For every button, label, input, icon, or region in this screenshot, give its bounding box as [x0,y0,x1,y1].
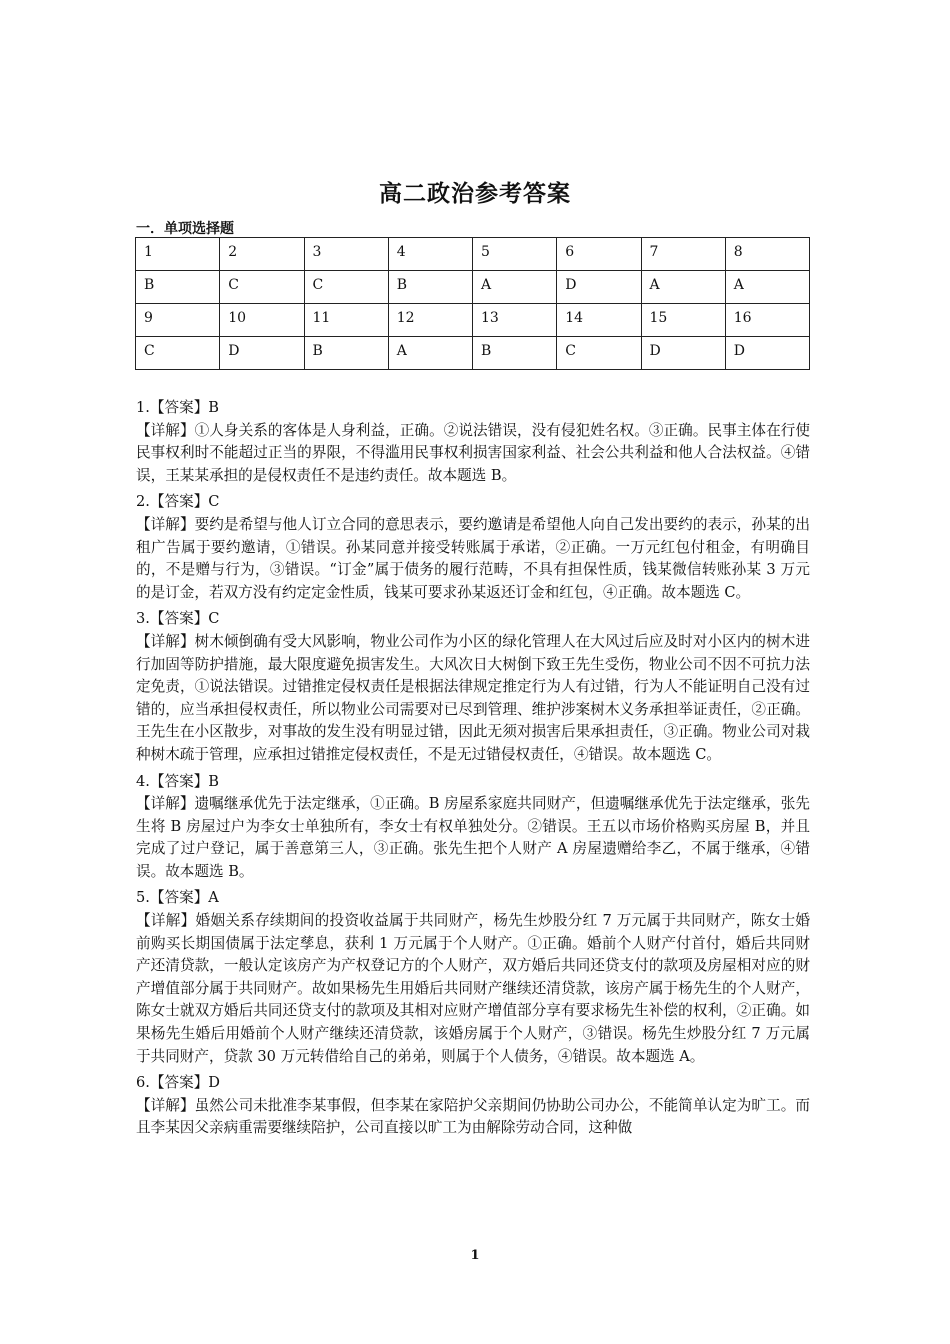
detail-text: 【详解】①人身关系的客体是人身利益，正确。②说法错误，没有侵犯姓名权。③正确。民事主体在行使民事权利时不能超过正当的界限，不得滥用民事权利损害国家利益、社会公共利益和他人合法权益。④错误，王某某承担的是侵权责任不是违约责任。故本题选 B。 [136,421,810,484]
detail-text: 【详解】婚姻关系存续期间的投资收益属于共同财产，杨先生炒股分红 7 万元属于共同财产，陈女士婚前购买长期国债属于法定孳息，获利 1 万元属于个人财产。①正确。婚前个人财产付首付，婚后共同财产还清贷款，一般认定该房产为产权登记方的个人财产，双方婚后共同还贷支付的款项及房屋相对应的财产增值部分属于共同财产。故如果杨先生用婚后共同财产继续还清贷款，该房产属于杨先生的个人财产，陈女士就双方婚后共同还贷支付的款项及其相对应财产增值部分享有要求杨先生补偿的权利，②正确。如果杨先生婚后用婚前个人财产继续还清贷款，该婚房属于个人财产，③错误。杨先生炒股分红 7 万元属于共同财产，贷款 30 万元转借给自己的弟弟，则属于个人债务，④错误。故本题选 A。 [136,912,810,1065]
question-item [136,887,810,1068]
table-cell: 11 [304,304,388,337]
table-cell: 4 [388,238,472,271]
table-cell: C [220,271,304,304]
detail-text: 【详解】虽然公司未批准李某事假，但李某在家陪护父亲期间仍协助公司办公，不能简单认定为旷工。而且李某因父亲病重需要继续陪护，公司直接以旷工为由解除劳动合同，这种做 [136,1096,810,1137]
answer-line: 5.【答案】A [136,889,219,907]
table-cell: D [725,337,809,370]
question-item [136,397,810,487]
answer-table [135,237,810,370]
table-cell: C [136,337,220,370]
detail-text: 【详解】树木倾倒确有受大风影响，物业公司作为小区的绿化管理人在大风过后应及时对小区内的树木进行加固等防护措施，最大限度避免损害发生。大风次日大树倒下致王先生受伤，物业公司不因不可抗力法定免责，①说法错误。过错推定侵权责任是根据法律规定推定行为人有过错，行为人不能证明自己没有过错的，应当承担侵权责任，所以物业公司需要对已尽到管理、维护涉案树木义务承担举证责任，②正确。王先生在小区散步，对事故的发生没有明显过错，因此无须对损害后果承担责任，③正确。物业公司对栽种树木疏于管理，应承担过错推定侵权责任，不是无过错侵权责任，④错误。故本题选 C。 [136,632,810,763]
table-cell: A [388,337,472,370]
table-cell: B [473,337,557,370]
table-cell: 10 [220,304,304,337]
table-cell: 12 [388,304,472,337]
table-cell: B [304,337,388,370]
table-cell: 14 [557,304,641,337]
section-heading: 一．单项选择题 [136,221,234,237]
answer-line: 2.【答案】C [136,493,220,511]
table-cell: 8 [725,238,809,271]
detail-text: 【详解】要约是希望与他人订立合同的意思表示，要约邀请是希望他人向自己发出要约的表示，孙某的出租广告属于要约邀请，①错误。孙某同意并接受转账属于承诺，②正确。一万元红包付租金，有明确目的，不是赠与行为，③错误。“订金”属于债务的履行范畴，不具有担保性质，钱某微信转账孙某 3 万元的是订金，若双方没有约定定金性质，钱某可要求孙某返还订金和红包，④正确。故本题选 C。 [136,515,810,601]
table-cell: 16 [725,304,809,337]
answer-line: 4.【答案】B [136,772,220,790]
table-cell: D [641,337,725,370]
table-cell: D [557,271,641,304]
table-cell: 13 [473,304,557,337]
answer-line: 6.【答案】D [136,1074,220,1092]
answer-line: 3.【答案】C [136,610,220,628]
table-row [136,271,810,304]
table-cell: 2 [220,238,304,271]
table-row [136,337,810,370]
table-row [136,238,810,271]
answer-line: 1.【答案】B [136,399,220,416]
table-cell: 15 [641,304,725,337]
table-cell: A [725,271,809,304]
table-cell: A [641,271,725,304]
page-number: 1 [470,1248,480,1263]
question-item [136,771,810,884]
table-cell: C [304,271,388,304]
table-cell: 5 [473,238,557,271]
table-cell: B [388,271,472,304]
table-row [136,304,810,337]
table-cell: B [136,271,220,304]
table-cell: 6 [557,238,641,271]
table-cell: 1 [136,238,220,271]
explanations [136,397,810,1144]
table-cell: D [220,337,304,370]
detail-text: 【详解】遗嘱继承优先于法定继承，①正确。B 房屋系家庭共同财产，但遗嘱继承优先于法定继承，张先生将 B 房屋过户为李女士单独所有，李女士有权单独处分。②错误。王五以市场价格购买房屋 B，并且完成了过户登记，属于善意第三人，③正确。张先生把个人财产 A 房屋遗赠给李乙，不属于继承，④错误。故本题选 B。 [136,795,810,880]
table-cell: 3 [304,238,388,271]
question-item [136,491,810,604]
question-item [136,1072,810,1140]
table-cell: 9 [136,304,220,337]
page-title: 高二政治参考答案 [379,181,571,207]
question-item [136,608,810,766]
table-cell: C [557,337,641,370]
table-cell: 7 [641,238,725,271]
table-cell: A [473,271,557,304]
